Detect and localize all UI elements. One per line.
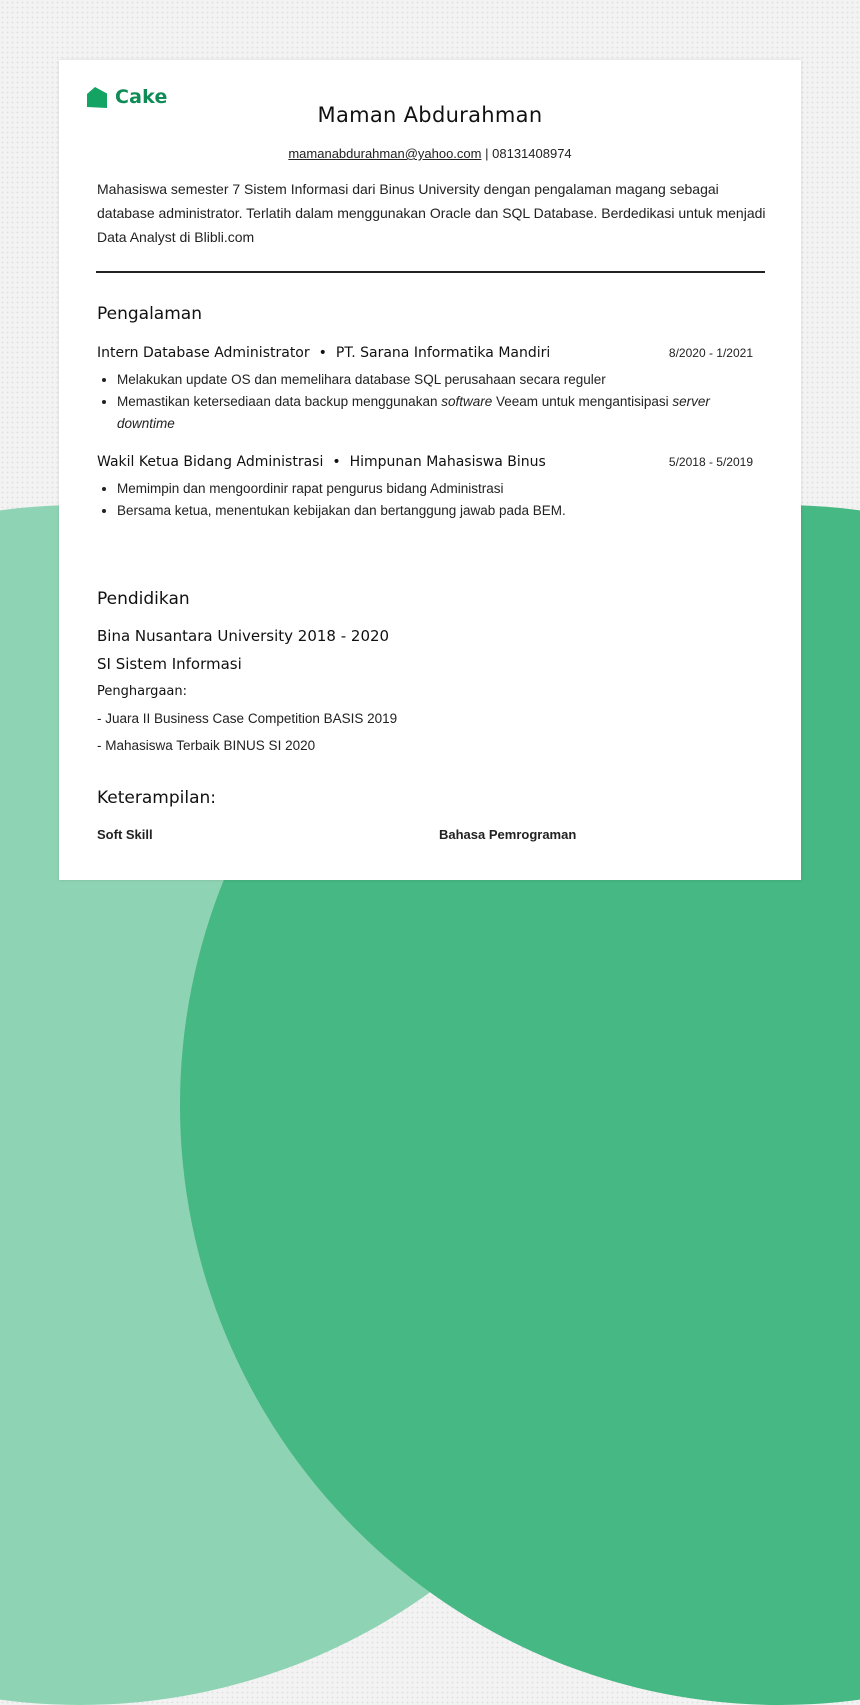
job-entry — [97, 345, 753, 435]
section-title-education: Pendidikan — [97, 589, 190, 609]
job-entry — [97, 454, 753, 522]
phone-number: 08131408974 — [492, 146, 572, 161]
award-item: - Mahasiswa Terbaik BINUS SI 2020 — [97, 738, 316, 753]
header-divider — [96, 271, 765, 273]
job-title — [97, 345, 550, 361]
education-degree: SI Sistem Informasi — [97, 655, 242, 673]
job-bullet: • Memimpin dan mengoordinir rapat pengurus bidang Administrasi — [117, 478, 753, 500]
awards-label: Penghargaan: — [97, 684, 187, 699]
job-separator: • — [318, 345, 327, 361]
job-company: Himpunan Mahasiswa Binus — [349, 454, 546, 470]
job-role: Intern Database Administrator — [97, 345, 310, 361]
job-separator: • — [332, 454, 341, 470]
job-title — [97, 454, 546, 470]
education-school: Bina Nusantara University 2018 - 2020 — [97, 627, 390, 645]
skill-column-programming: Bahasa Pemrograman — [439, 827, 577, 842]
email-link[interactable]: mamanabdurahman@yahoo.com — [288, 146, 482, 161]
job-date: 8/2020 - 1/2021 — [668, 346, 753, 360]
job-bullets — [97, 369, 753, 435]
candidate-name: Maman Abdurahman — [317, 103, 543, 127]
logo-text: Cake — [115, 86, 168, 108]
job-date: 5/2018 - 5/2019 — [668, 455, 753, 469]
contact-line — [59, 146, 801, 161]
job-bullet: • Memastikan ketersediaan data backup menggunakan software Veeam untuk mengantisipasi server downtime — [117, 391, 753, 435]
job-company: PT. Sarana Informatika Mandiri — [335, 345, 551, 361]
section-title-skills: Keterampilan: — [97, 788, 217, 808]
contact-separator: | — [485, 146, 489, 161]
job-bullet: • Bersama ketua, menentukan kebijakan dan bertanggung jawab pada BEM. — [117, 500, 753, 522]
job-bullets — [97, 478, 753, 522]
award-item: - Juara II Business Case Competition BASIS 2019 — [97, 711, 398, 726]
section-title-experience: Pengalaman — [97, 304, 202, 324]
skill-column-soft-skill: Soft Skill — [97, 827, 153, 842]
resume-page — [59, 60, 801, 880]
job-bullet: • Melakukan update OS dan memelihara database SQL perusahaan secara reguler — [117, 369, 753, 391]
job-role: Wakil Ketua Bidang Administrasi — [97, 454, 324, 470]
summary-text: Mahasiswa semester 7 Sistem Informasi dari Binus University dengan pengalaman magang sebagai database administrator. Terlatih dalam menggunakan Oracle dan SQL Database. Berdedikasi untuk menjadi Data Analyst di Blibli.com — [97, 181, 766, 245]
